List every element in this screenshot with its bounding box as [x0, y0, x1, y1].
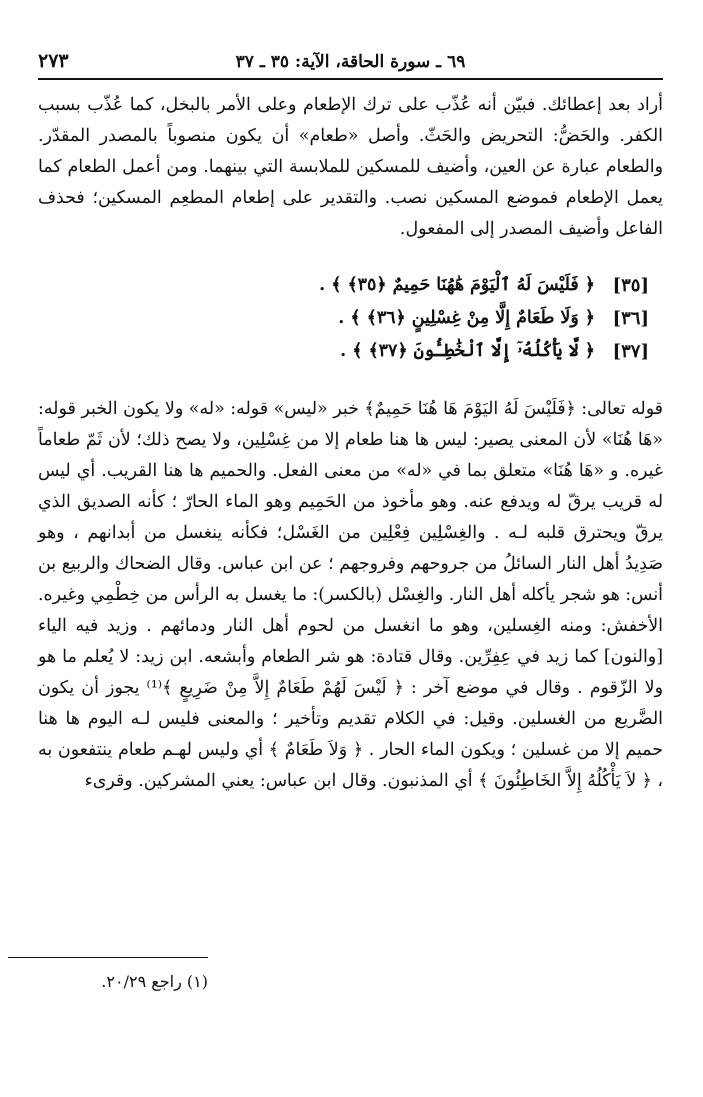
page-header	[38, 40, 663, 80]
paragraph-commentary: قوله تعالى: ﴿فَلَيْسَ لَهُ اليَوْمَ هَا هُنَا حَمِيمٌ﴾ خبر «ليس» قوله: «له» ولا يكون الخبر قوله: «هَا هُنَا» لأن المعنى يصير: ليس ها هنا طعام إلا من غِسْلِين، ولا يصح ذلك؛ لأن ثَمّ طعاماً غيره. و «هَا هُنَا» متعلق بما في «له» من معنى الفعل. والحميم ها هنا القريب. أي ليس له قريب يرقّ له ويدفع عنه. وهو مأخوذ من الحَمِيم وهو الماء الحارّ ؛ كأنه الصديق الذي يرقّ ويحترق قلبه لـه . والغِسْلِين فِعْلِين من الغَسْل؛ فكأنه ينغسل من أبدانهم ، وهو صَدِيدُ أهل النار السائلُ من جروحهم وفروجهم ؛ عن ابن عباس. وقال الضحاك والربيع بن أنس: هو شجر يأكله أهل النار. والغِسْل (بالكسر): ما يغسل به الرأس من خِطْمِي وغيره. الأخفش: ومنه الغِسلين، وهو ما انغسل من لحوم أهل النار ودمائهم . وزيد فيه الياء [والنون] كما زيد في عِفِرِّين. وقال قتادة: هو شر الطعام وأبشعه. ابن زيد: لا يُعلم ما هو ولا الزّقوم . وقال في موضع آخر : ﴿ لَيْسَ لَهُمْ طَعَامٌ إِلاَّ مِنْ ضَرِيعٍ ﴾⁽¹⁾ يجوز أن يكون الضَّريع من الغسلين. وقيل: في الكلام تقديم وتأخير ؛ والمعنى فليس لـه اليوم ها هنا حميم إلا من غسلين ؛ ويكون الماء الحار . ﴿ وَلاَ طَعَامٌ ﴾ أي وليس لهـم طعام ينتفعون به ، ﴿ لاَ يَأْكُلُهُ إِلاَّ الخَاطِئُونَ ﴾ أي المذنبون. وقال ابن عباس: يعني المشركين. وقرىء	[38, 399, 663, 791]
verse-35	[38, 269, 649, 302]
verse-number: [٣٧]	[612, 341, 649, 362]
footnote-divider	[8, 957, 208, 958]
paragraph-intro: أراد بعد إعطائك. فبيّن أنه عُذّب على ترك الإطعام وعلى الأمر بالبخل، كما عُذّب بسبب الكفر. والحَضُّ: التحريض والحَثّ. وأصل «طعام» أن يكون منصوباً بالمصدر المقدّر. والطعام عبارة عن العين، وأضيف للمسكين للملابسة التي بينهما. ومن أعمل الطعام كما يعمل الإطعام فموضع المسكين نصب. والتقدير على إطعام المطعِم المسكين؛ فحذف الفاعل وأضيف المصدر إلى المفعول.	[38, 95, 663, 239]
verse-number: [٣٥]	[612, 275, 649, 296]
verse-list	[38, 269, 649, 368]
running-title: ٦٩ ـ سورة الحاقة، الآية: ٣٥ ـ ٣٧	[235, 52, 466, 72]
verse-37	[38, 335, 649, 368]
verse-text: ﴿ لَّا يَأْكُلُهُۥٓ إِلَّا ٱلْخَٰطِـُٔونَ ﴿٣٧﴾ ﴾ .	[340, 341, 595, 361]
verse-number: [٣٦]	[612, 308, 649, 329]
footnote: (١) راجع ٢٠/٢٩.	[101, 972, 208, 991]
verse-text: ﴿ فَلَيْسَ لَهُ ٱلْيَوْمَ هَٰهُنَا حَمِيمٌ ﴿٣٥﴾ ﴾ .	[319, 275, 595, 295]
book-page	[38, 40, 663, 1060]
page-number: ٢٧٣	[38, 50, 69, 72]
verse-36	[38, 302, 649, 335]
verse-text: ﴿ وَلَا طَعَامٌ إِلَّا مِنْ غِسْلِينٍ ﴿٣٦﴾ ﴾ .	[338, 308, 595, 328]
